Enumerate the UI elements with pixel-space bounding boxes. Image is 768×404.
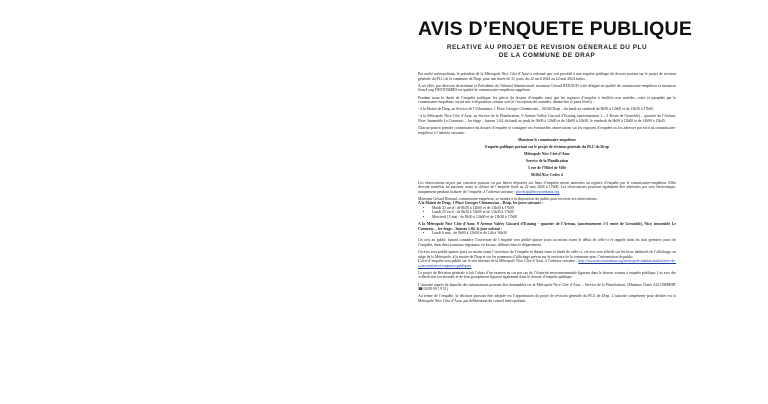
paragraph-mairie-location: - à la Mairie de Drap, au Service de l’Urbanisme, 1 Place Georges Clemenceau – 06340 Drap – du lundi au vendredi de 8h30 à 12h00 et de 13h30 à 17h00,: [418, 107, 655, 112]
paragraph-decision: Au terme de l’enquête, la décision pouvant être adoptée est l’approbation du projet de révision générale du PLU de Drap. L’autorité compétente pour décider est la Métropole Nice Côte d’Azur, par délibération du conseil métropolitain.: [418, 294, 676, 303]
public-notice-document: [418, 18, 693, 402]
paragraph-availability: Pendant toute la durée de l’enquête publique, les pièces du dossier d’enquête ainsi que les registres d’enquête à feuillets non mobiles, cotés et paraphés par le commissaire-enquêteur, seront mis à disposition comme suit (à l’exception des samedis, dimanches et jours fériés) :: [418, 95, 676, 105]
list-item: • Lundi 6 mai : de 9h00 à 12h00 et de 14h à 16h30: [432, 231, 676, 236]
paragraph-contact: L’autorité auprès de laquelle des informations peuvent être demandées est la Métropole Nice Côte d’Azur – Service de la Planification. (Madame Claire ALLOMBERT ☎ 04 89 98 19 31): [418, 282, 676, 292]
paragraph-mail-observations: [418, 181, 676, 195]
address-line: Enquête publique portant sur le projet de révision générale du PLU de Drap: [485, 144, 609, 149]
paragraph-permanences: Monsieur Gérard Renaud, commissaire-enquêteur, se tiendra à la disposition du public pour recevoir ses observations :: [418, 196, 599, 201]
mail-observations-text: Les observations reçues par courriers postaux ou par lettres déposées sur lieux d’enquête seront annexées au registre d’enquête par le commissaire-enquêteur. Elles devront toutefois lui parvenir avant la clôture de l’enquête fixée au 22 mai 2024 à 17h00. Les observations pourront également être adressées par voie électronique, uniquement pendant la durée de l’enquête, à l’adresse suivante :: [418, 180, 676, 194]
list-item: • Lundi 29 avril : de 8h30 à 12h00 et de 13h30 à 17h00: [432, 210, 676, 215]
notice-body: [418, 72, 676, 303]
list-item: • Mardi 23 avril : de 8h30 à 12h00 et de 13h30 à 17h00: [432, 206, 676, 211]
paragraph-decree: Par arrêté métropolitain, le président de la Métropole Nice Côte d’Azur a ordonné que soit procédé à une enquête publique du dossier portant sur le projet de révision générale du PLU de la commune de Drap, pour une durée de 31 jours, du 22 avril 2024 au 22 mai 2024 inclus.: [418, 72, 676, 81]
notice-subtitle: [418, 44, 676, 59]
subtitle-line-1: RELATIVE AU PROJET DE REVISION GENERALE DU PLU: [446, 44, 648, 51]
website-link[interactable]: http://www.nicecotedazur.org/metropole-administration/avis-de-concertation-et-enquetes-publiques: [418, 259, 676, 268]
subtitle-line-2: DE LA COMMUNE DE DRAP: [498, 51, 596, 59]
address-line: Monsieur le commissaire-enquêteur: [517, 137, 577, 142]
paragraph-observations: Chacun pourra prendre connaissance du dossier d’enquête et consigner ses éventuelles observations sur les registres d’enquête ou les adresser par écrit au commissaire-enquêteur à l’adresse suivante :: [418, 126, 676, 135]
address-line: 06364 Nice Cedex 4: [531, 173, 563, 178]
paragraph-press-notice: Un avis au public faisant connaître l’ouverture de l’enquête sera publié quinze jours au moins avant le début de celle-ci et rappelé dans les huit premiers jours de l’enquête, dans deux journaux régionaux ou locaux, diffusés dans le département.: [418, 238, 676, 247]
paragraph-metropole-location: - à la Métropole Nice Côte d’Azur, au Service de la Planification, 9 Avenue Valéry Giscard d’Estaing (anciennement 1 – 3 Route de Grenoble) – quartier de l’Arénas, Nice- Immeuble Le Connexio – 1er étage – bureau 1.04, du lundi au jeudi de 9h00 à 12h00 et de 14h00 à 16h30, le vendredi de 9h00 à 12h00 et de 14h00 à 15h45.: [418, 114, 676, 123]
permanence-list-metropole: [418, 231, 676, 236]
permanence-place-mairie: A la Mairie de Drap, 1 Place Georges Clemenceau – Drap, les jours suivants :: [418, 201, 544, 206]
address-line: Métropole Nice Côte d’Azur: [523, 152, 570, 157]
website-text: L’avis d’enquête sera publié sur le site internet de la Métropole Nice Côte d’Azur, à l’adresse suivante :: [418, 259, 578, 264]
posting-notice-text: Un avis sera publié quinze jours au moins avant l’ouverture de l’enquête et durant toute la durée de celle-ci, cet avis sera affiché sur les lieux habituels de l’affichage, au siège de la Métropole, à la mairie de Drap et sur les panneaux d’affichage prévus sur le territoire de la commune pour l’information du public.: [418, 250, 676, 259]
address-line: 5 rue de l’Hôtel de Ville: [527, 166, 567, 171]
address-line: Service de la Planification: [525, 159, 569, 164]
paragraph-commissioner: A cet effet, par décision de madame la Présidente du Tribunal Administratif, monsieur Gérard RENAUD a été désigné en qualité de commissaire-enquêteur et monsieur Jean-Loup DESTOMBES en qualité de commissaire-enquêteur suppléant.: [418, 83, 676, 93]
notice-title: AVIS D’ENQUETE PUBLIQUE: [418, 18, 693, 40]
list-item: • Mercredi 15 mai : de 8h30 à 12h00 et de 13h30 à 17h00: [432, 215, 676, 220]
permanence-list-mairie: [418, 206, 676, 220]
email-link[interactable]: plu-drap@nicecotedazur.org: [516, 189, 560, 194]
permanence-place-metropole: A la Métropole Nice Côte d’Azur, 9 Avenue Valéry Giscard d’Estaing - quartier de l’Arénas, (anciennement 1-3 route de Grenoble), Nice, immeuble Le Connexio – 1er étage – bureau 1.04, le jour suivant :: [418, 222, 676, 231]
paragraph-posting-notice: [418, 250, 676, 259]
paragraph-environmental-authority: Le projet de Révision générale a fait l’objet d’un examen au cas par cas de l’Autorité environnementale figurant dans le dossier soumis à enquête publique. Les avis des collectivités territoriales et de leur groupement figurent également dans le dossier d’enquête publique.: [418, 270, 676, 280]
paragraph-website: [418, 259, 676, 268]
postal-address-block: [418, 138, 676, 178]
